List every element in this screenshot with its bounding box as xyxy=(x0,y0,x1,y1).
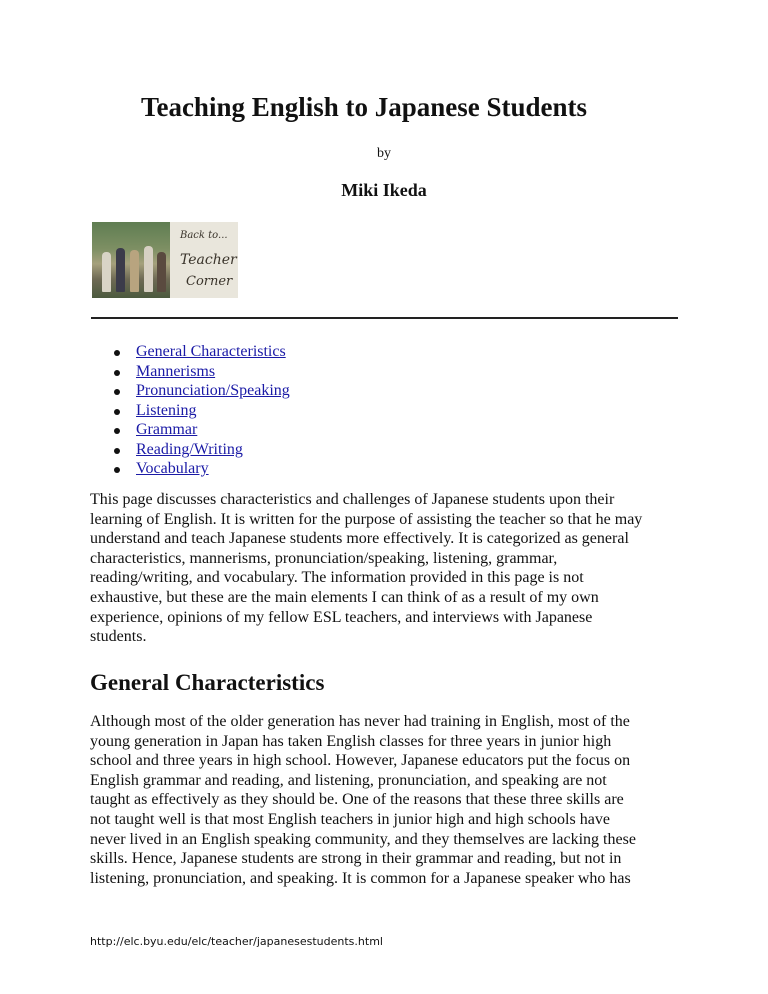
text-line: listening, pronunciation, and speaking. It is common for a Japanese speaker who has xyxy=(90,869,631,887)
page-title-text: Teaching English to Japanese Students xyxy=(140,92,588,122)
text-line: skills. Hence, Japanese students are strong in their grammar and reading, but not in xyxy=(90,850,622,868)
text-line: school and three years in high school. However, Japanese educators put the focus on xyxy=(90,752,631,770)
back-to-teacher-corner-banner[interactable] xyxy=(92,222,238,298)
toc-link-mannerisms[interactable]: Mannerisms xyxy=(136,362,216,380)
text-line: never lived in an English speaking community, and they themselves are lacking these xyxy=(90,830,636,848)
text-line: This page discusses characteristics and challenges of Japanese students upon their xyxy=(90,491,615,508)
text-line: Although most of the older generation has never had training in English, most of the xyxy=(90,713,630,730)
text-line: not taught well is that most English teachers in junior high and high schools have xyxy=(90,810,610,828)
toc-link-grammar[interactable]: Grammar xyxy=(136,421,198,438)
text-line: young generation in Japan has taken English classes for three years in junior high xyxy=(90,732,612,750)
teacher-corner-sign xyxy=(170,222,238,298)
author-name xyxy=(0,180,768,201)
intro-paragraph xyxy=(90,490,680,647)
page-title xyxy=(0,92,768,123)
text-line: exhaustive, but these are the main elements I can think of as a result of my own xyxy=(90,588,599,606)
horizontal-divider xyxy=(91,317,678,319)
person-figure xyxy=(144,246,153,292)
text-line: experience, opinions of my fellow ESL teachers, and interviews with Japanese xyxy=(90,608,593,626)
author-name-text: Miki Ikeda xyxy=(341,180,427,200)
section-heading-general-characteristics: General Characteristics xyxy=(90,670,325,695)
bullet-icon xyxy=(114,428,120,434)
text-line: understand and teach Japanese students more effectively. It is categorized as general xyxy=(90,530,629,548)
text-line: students. xyxy=(90,628,147,646)
byline xyxy=(0,146,768,162)
byline-text: by xyxy=(377,146,391,161)
person-figure xyxy=(130,250,139,292)
text-line: English grammar and reading, and listening, pronunciation, and speaking are not xyxy=(90,771,607,789)
page-footer-url: http://elc.byu.edu/elc/teacher/japanesestudents.html xyxy=(90,935,383,948)
bullet-icon xyxy=(114,409,120,415)
bullet-icon xyxy=(114,389,120,395)
general-characteristics-paragraph xyxy=(90,712,680,888)
toc-link-vocabulary[interactable]: Vocabulary xyxy=(136,460,209,477)
banner-line-2: Teacher xyxy=(180,252,237,268)
person-figure xyxy=(102,252,111,292)
text-line: characteristics, mannerisms, pronunciation/speaking, listening, grammar, xyxy=(90,549,558,567)
person-figure xyxy=(157,252,166,292)
toc-link-general-characteristics[interactable]: General Characteristics xyxy=(136,343,286,360)
text-line: taught as effectively as they should be. One of the reasons that these three skills are xyxy=(90,791,624,809)
toc-link-pronunciation-speaking[interactable]: Pronunciation/Speaking xyxy=(136,382,290,399)
person-figure xyxy=(116,248,125,292)
toc-link-listening[interactable]: Listening xyxy=(136,401,197,419)
bullet-icon xyxy=(114,370,120,376)
banner-line-1: Back to... xyxy=(180,230,228,241)
group-photo xyxy=(92,222,170,298)
bullet-icon xyxy=(114,350,120,356)
bullet-icon xyxy=(114,467,120,473)
banner-line-3: Corner xyxy=(186,274,233,289)
text-line: reading/writing, and vocabulary. The information provided in this page is not xyxy=(90,569,584,587)
bullet-icon xyxy=(114,448,120,454)
toc-link-reading-writing[interactable]: Reading/Writing xyxy=(136,440,243,458)
text-line: learning of English. It is written for the purpose of assisting the teacher so that he may xyxy=(90,510,643,528)
